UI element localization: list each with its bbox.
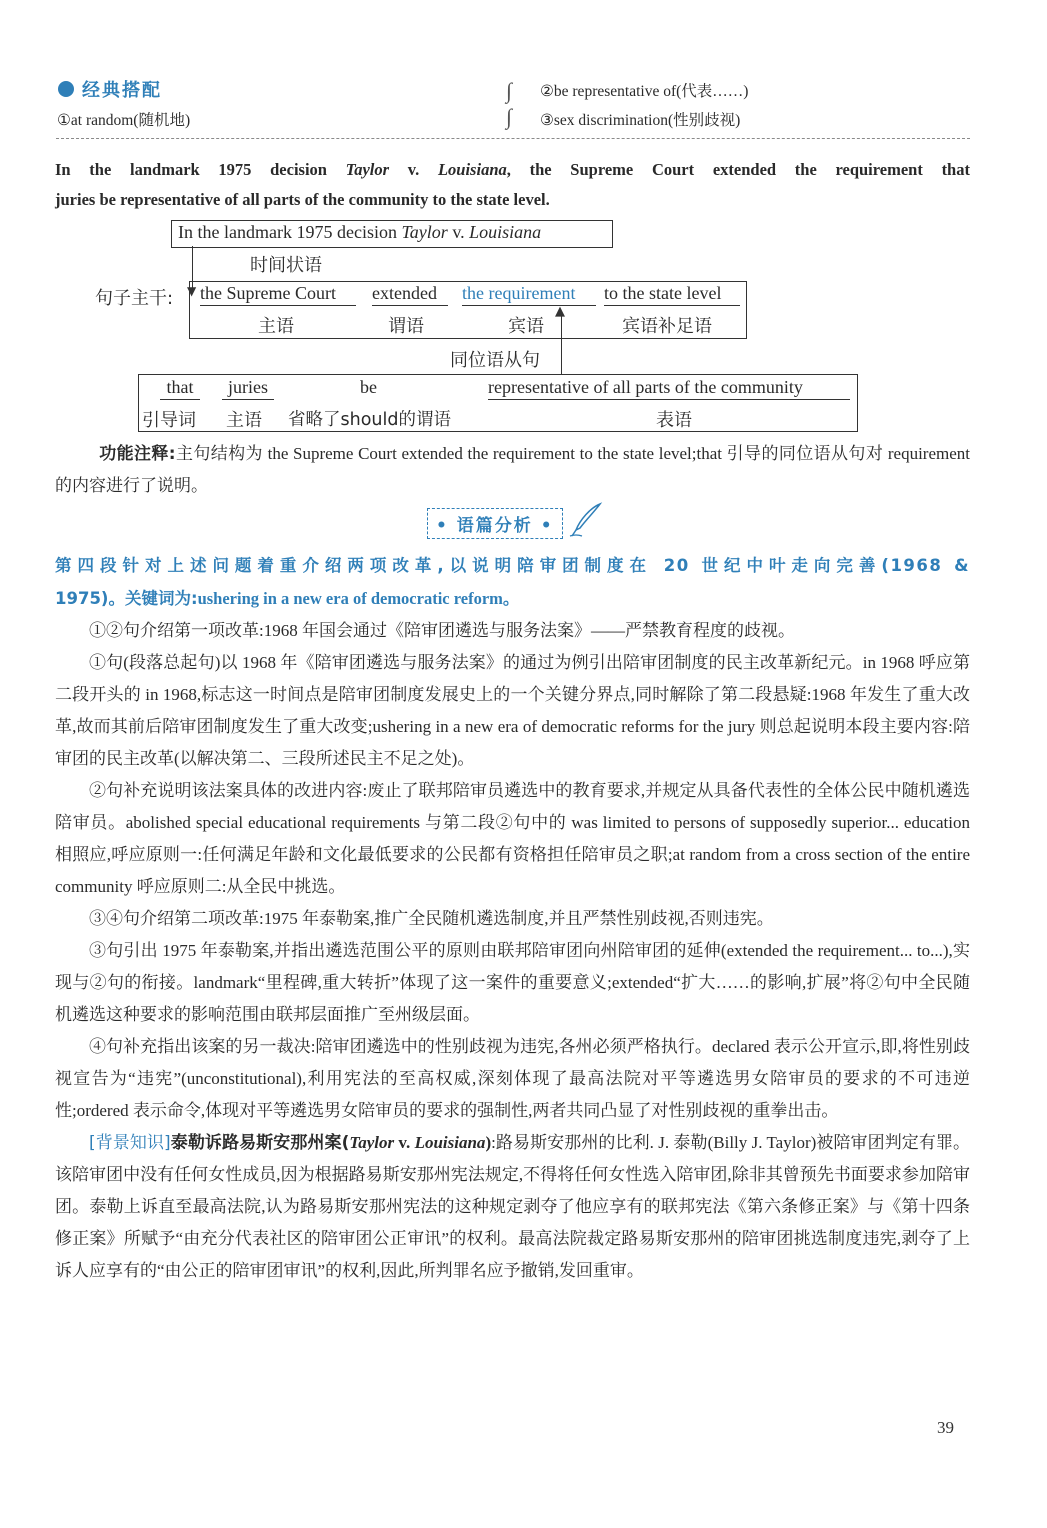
paragraph: ②句补充说明该法案具体的改进内容:废止了联邦陪审员遴选中的教育要求,并规定从具备代表性的全体公民中随机遴选陪审员。abolished special educational requirements 与第二段②句中的 was limited to persons of supposedly superior... education 相照应,呼应原则一:任何满足年龄和文化最低要求的公民都有资格担任陪审员之职;at random from a cross section of the entire community 呼应原则二:从全民中挑选。 [55, 781, 970, 896]
verb-label: 谓语 [388, 316, 424, 337]
arrow-line [561, 312, 562, 374]
brace-wave-icon: ∫ [506, 78, 513, 103]
brace-wave-icon: ∫ [506, 104, 513, 129]
background-paragraph: [背景知识]泰勒诉路易斯安那州案(Taylor v. Louisiana):路易斯安那州的比利. J. 泰勒(Billy J. Taylor)被陪审团判定有罪。该陪审团中没有任何女性成员,因为根据路易斯安那州宪法规定,不得将任何女性选入陪审团,除非其曾预先书面要求参加陪审团。泰勒上诉直至最高法院,认为路易斯安那州宪法的这种规定剥夺了他应享有的联邦宪法《第六条修正案》与《第十四条修正案》所赋予“由充分代表社区的陪审团公正审讯”的权利。最高法院裁定路易斯安那州的陪审团挑选制度违宪,剥夺了上诉人应享有的“由公正的陪审团审讯”的权利,因此,所判罪名应予撤销,发回重审。 [55, 1133, 971, 1280]
divider [56, 138, 970, 139]
clause-that-label: 引导词 [142, 410, 196, 431]
subject-text: the Supreme Court [200, 283, 356, 306]
main-clause-label: 句子主干: [95, 288, 174, 309]
collocation-item-2: ②be representative of(代表……) [540, 83, 749, 100]
collocation-item-3: ③sex discrimination(性别歧视) [540, 112, 741, 129]
clause-that-text: that [160, 377, 200, 400]
collocation-heading [58, 76, 162, 102]
collocation-item-1: ①at random(随机地) [57, 112, 191, 129]
bullet-dot-icon [58, 81, 74, 97]
clause-juries-text: juries [222, 377, 274, 400]
analysis-body [55, 615, 970, 1287]
intro-line-1: 第四段针对上述问题着重介绍两项改革,以说明陪审团制度在 20 世纪中叶走向完善(1968 & [55, 556, 970, 575]
quill-pen-icon [566, 500, 606, 540]
subject-label: 主语 [258, 316, 294, 337]
arrow-up-icon: ▲ [555, 304, 565, 319]
paragraph: ③句引出 1975 年泰勒案,并指出遴选范围公平的原则由联邦陪审团向州陪审团的延伸(extended the requirement... to...),实现与②句的衔接。landmark“里程碑,重大转折”体现了这一案件的重要意义;extended“扩大……的影响,扩展”将②句中全民随机遴选这种要求的影响范围由联邦层面推广至州级层面。 [55, 941, 970, 1024]
complement-label: 宾语补足语 [622, 316, 712, 337]
clause-be-text: be [360, 377, 377, 397]
key-sentence-line-1: In the landmark 1975 decision Taylor v. Louisiana, the Supreme Court extended the requirement that [55, 160, 970, 179]
clause-juries-label: 主语 [226, 410, 262, 431]
paragraph: ①②句介绍第一项改革:1968 年国会通过《陪审团遴选与服务法案》——严禁教育程度的歧视。 [89, 621, 795, 640]
adverbial-label: 时间状语 [250, 255, 322, 276]
page-number: 39 [937, 1418, 954, 1437]
section-title: • 语篇分析 • [427, 508, 563, 539]
verb-text: extended [372, 283, 448, 306]
clause-predicative-label: 表语 [656, 410, 692, 431]
clause-predicative-text: representative of all parts of the community [488, 377, 850, 400]
complement-text: to the state level [604, 283, 740, 306]
paragraph: ④句补充指出该案的另一裁决:陪审团遴选中的性别歧视为违宪,各州必须严格执行。declared 表示公开宣示,即,将性别歧视宣告为“违宪”(unconstitutional),利用宪法的至高权威,深刻体现了最高法院对平等遴选男女陪审员的要求的不可违逆性;ordered 表示命令,体现对平等遴选男女陪审员的要求的强制性,两者共同凸显了对性别歧视的重拳出击。 [55, 1037, 970, 1120]
key-sentence-line-2: juries be representative of all parts of the community to the state level. [55, 190, 550, 209]
clause-be-label: 省略了should的谓语 [288, 410, 451, 430]
intro-line-2: 1975)。关键词为:ushering in a new era of democratic reform。 [55, 589, 520, 608]
paragraph: ③④句介绍第二项改革:1975 年泰勒案,推广全民随机遴选制度,并且严禁性别歧视,否则违宪。 [89, 909, 774, 928]
object-text: the requirement [462, 283, 596, 306]
paragraph: ①句(段落总起句)以 1968 年《陪审团遴选与服务法案》的通过为例引出陪审团制度的民主改革新纪元。in 1968 呼应第二段开头的 in 1968,标志这一时间点是陪审团制度发展史上的一个关键分界点,同时解除了第二段悬疑:1968 年发生了重大改革,故而其前后陪审团制度发生了重大改变;ushering in a new era of democratic reforms for the jury 则总起说明本段主要内容:陪审团的民主改革(以解决第二、三段所述民主不足之处)。 [55, 653, 970, 768]
function-note: 功能注释:主句结构为 the Supreme Court extended the requirement to the state level;that 引导的同位语从句对 requirement 的内容进行了说明。 [55, 444, 970, 495]
appositive-label: 同位语从句 [450, 350, 540, 371]
collocation-title: 经典搭配 [82, 80, 162, 101]
arrow-down-icon: ▼ [187, 284, 197, 298]
object-label: 宾语 [508, 316, 544, 337]
adverbial-phrase: In the landmark 1975 decision Taylor v. Louisiana [178, 222, 542, 242]
